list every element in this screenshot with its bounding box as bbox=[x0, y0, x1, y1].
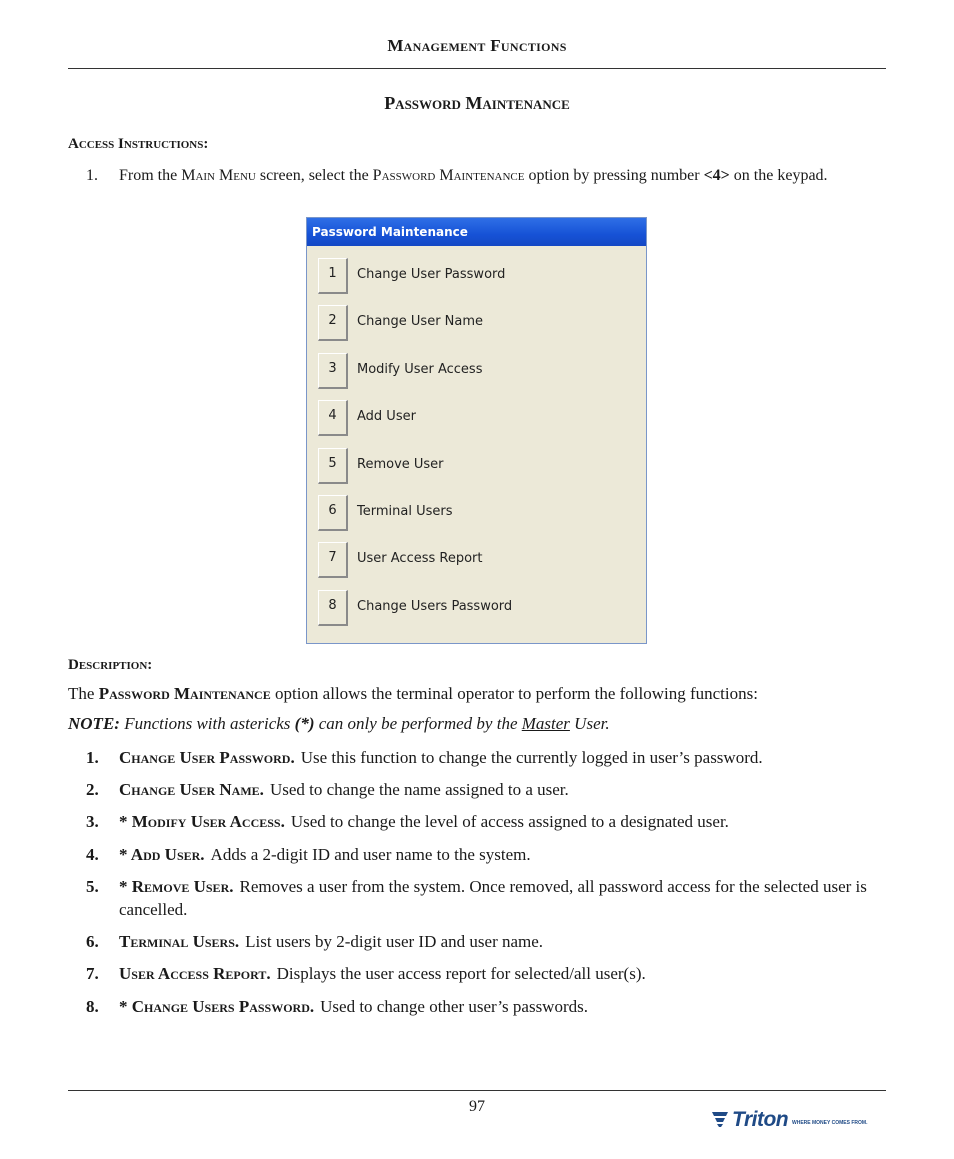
function-number: 5. bbox=[86, 877, 99, 896]
function-name: Change User Name. bbox=[119, 780, 264, 799]
option-4-label: Add User bbox=[357, 409, 416, 424]
option-8-label: Change Users Password bbox=[357, 599, 513, 614]
function-number: 2. bbox=[86, 780, 99, 799]
function-number: 7. bbox=[86, 964, 99, 983]
description-heading: Description: bbox=[68, 657, 153, 673]
header-rule bbox=[68, 68, 886, 69]
logo-wordmark: Triton bbox=[732, 1108, 789, 1131]
function-name: Terminal Users. bbox=[119, 932, 240, 951]
function-name: * Change Users Password. bbox=[119, 997, 315, 1016]
function-number: 6. bbox=[86, 932, 99, 951]
function-number: 1. bbox=[86, 748, 99, 767]
page-header: Management Functions bbox=[387, 36, 567, 55]
access-instructions-heading: Access Instructions: bbox=[68, 136, 209, 152]
function-item bbox=[86, 810, 886, 833]
function-item bbox=[86, 962, 886, 985]
logo-tagline: WHERE MONEY COMES FROM. bbox=[792, 1120, 868, 1126]
option-3-button[interactable]: 3 bbox=[318, 353, 348, 389]
function-text: Removes a user from the system. Once removed, all password access for the selected user is cancelled. bbox=[119, 877, 867, 919]
function-item bbox=[86, 875, 886, 921]
page-number: 97 bbox=[469, 1098, 485, 1115]
option-2-label: Change User Name bbox=[357, 314, 484, 329]
function-text: Used to change the level of access assigned to a designated user. bbox=[290, 812, 729, 831]
function-item bbox=[86, 778, 886, 801]
function-text: Used to change other user’s passwords. bbox=[320, 997, 588, 1016]
access-step-number: 1. bbox=[86, 167, 98, 184]
function-item bbox=[86, 995, 886, 1018]
password-maintenance-dialog bbox=[306, 217, 647, 644]
option-5-button[interactable]: 5 bbox=[318, 448, 348, 484]
function-name: * Modify User Access. bbox=[119, 812, 285, 831]
option-7-label: User Access Report bbox=[357, 551, 483, 566]
option-1-button[interactable]: 1 bbox=[318, 258, 348, 294]
function-text: Use this function to change the currently logged in user’s password. bbox=[300, 748, 763, 767]
function-number: 4. bbox=[86, 845, 99, 864]
section-title: Password Maintenance bbox=[384, 93, 570, 113]
option-5-label: Remove User bbox=[357, 457, 444, 472]
function-text: Used to change the name assigned to a user. bbox=[269, 780, 569, 799]
function-number: 8. bbox=[86, 997, 99, 1016]
function-text: Adds a 2-digit ID and user name to the system. bbox=[210, 845, 531, 864]
option-6-button[interactable]: 6 bbox=[318, 495, 348, 531]
option-7-button[interactable]: 7 bbox=[318, 542, 348, 578]
function-name: * Add User. bbox=[119, 845, 205, 864]
function-name: Change User Password. bbox=[119, 748, 295, 767]
dialog-title-bar: Password Maintenance bbox=[307, 218, 646, 246]
option-1-label: Change User Password bbox=[357, 267, 506, 282]
function-number: 3. bbox=[86, 812, 99, 831]
option-3-label: Modify User Access bbox=[357, 362, 483, 377]
access-step-text: From the Main Menu screen, select the Password Maintenance option by pressing number <4> on the keypad. bbox=[119, 167, 828, 184]
function-item bbox=[86, 746, 886, 769]
note: NOTE: Functions with astericks (*) can only be performed by the Master User. bbox=[68, 714, 610, 733]
function-item bbox=[86, 843, 886, 866]
function-name: * Remove User. bbox=[119, 877, 234, 896]
option-4-button[interactable]: 4 bbox=[318, 400, 348, 436]
function-item bbox=[86, 930, 886, 953]
triton-mark-icon bbox=[710, 1110, 730, 1128]
option-6-label: Terminal Users bbox=[357, 504, 453, 519]
footer-rule bbox=[68, 1090, 886, 1091]
function-text: List users by 2-digit user ID and user name. bbox=[245, 932, 544, 951]
option-8-button[interactable]: 8 bbox=[318, 590, 348, 626]
function-text: Displays the user access report for selected/all user(s). bbox=[276, 964, 646, 983]
access-step bbox=[86, 164, 886, 187]
description-intro: The Password Maintenance option allows the terminal operator to perform the following functions: bbox=[68, 684, 758, 703]
function-name: User Access Report. bbox=[119, 964, 271, 983]
triton-logo bbox=[710, 1108, 875, 1132]
option-2-button[interactable]: 2 bbox=[318, 305, 348, 341]
